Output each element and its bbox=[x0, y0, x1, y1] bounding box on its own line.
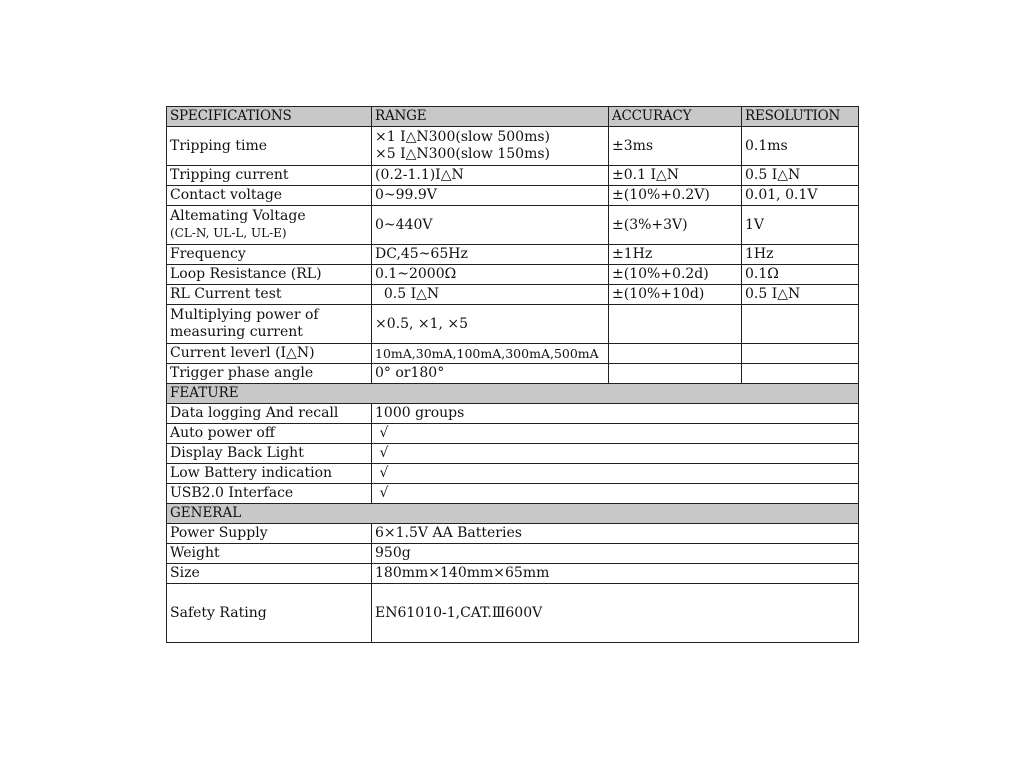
resolution-cell: 0.5 I△N bbox=[742, 166, 859, 186]
feature-label: Data logging And recall bbox=[167, 404, 372, 424]
accuracy-cell: ±(10%+0.2d) bbox=[609, 265, 742, 285]
table-row bbox=[167, 544, 859, 564]
range-cell: 10mA,30mA,100mA,300mA,500mA bbox=[372, 344, 609, 364]
range-cell: ×0.5, ×1, ×5 bbox=[372, 305, 609, 344]
feature-label: Low Battery indication bbox=[167, 464, 372, 484]
table-row bbox=[167, 265, 859, 285]
accuracy-cell bbox=[609, 305, 742, 344]
header-specifications: SPECIFICATIONS bbox=[167, 107, 372, 127]
section-title-feature: FEATURE bbox=[167, 384, 859, 404]
resolution-cell: 1Hz bbox=[742, 245, 859, 265]
table-row bbox=[167, 404, 859, 424]
general-value: 180mm×140mm×65mm bbox=[372, 564, 859, 584]
feature-label: Display Back Light bbox=[167, 444, 372, 464]
feature-value: √ bbox=[372, 444, 859, 464]
spec-cell: Trigger phase angle bbox=[167, 364, 372, 384]
section-row-feature bbox=[167, 384, 859, 404]
table-row bbox=[167, 127, 859, 166]
feature-label: USB2.0 Interface bbox=[167, 484, 372, 504]
accuracy-cell: ±1Hz bbox=[609, 245, 742, 265]
accuracy-cell: ±(10%+10d) bbox=[609, 285, 742, 305]
range-cell: 0.5 I△N bbox=[372, 285, 609, 305]
table-row bbox=[167, 166, 859, 186]
spec-cell: Multiplying power of measuring current bbox=[167, 305, 372, 344]
spec-cell: Tripping time bbox=[167, 127, 372, 166]
spec-cell: Altemating Voltage (CL-N, UL-L, UL-E) bbox=[167, 206, 372, 245]
table-row bbox=[167, 464, 859, 484]
range-cell: 0.1~2000Ω bbox=[372, 265, 609, 285]
resolution-cell: 0.1ms bbox=[742, 127, 859, 166]
table-row bbox=[167, 285, 859, 305]
resolution-cell bbox=[742, 305, 859, 344]
header-resolution: RESOLUTION bbox=[742, 107, 859, 127]
spec-cell: Frequency bbox=[167, 245, 372, 265]
section-row-general bbox=[167, 504, 859, 524]
spec-cell: RL Current test bbox=[167, 285, 372, 305]
spec-cell: Tripping current bbox=[167, 166, 372, 186]
resolution-cell: 0.1Ω bbox=[742, 265, 859, 285]
table-row bbox=[167, 245, 859, 265]
table-row bbox=[167, 524, 859, 544]
table-row bbox=[167, 564, 859, 584]
spec-cell: Current leverl (I△N) bbox=[167, 344, 372, 364]
table-row bbox=[167, 364, 859, 384]
table-row bbox=[167, 305, 859, 344]
accuracy-cell: ±0.1 I△N bbox=[609, 166, 742, 186]
accuracy-cell: ±(10%+0.2V) bbox=[609, 186, 742, 206]
general-value: 950g bbox=[372, 544, 859, 564]
range-cell: ×1 I△N300(slow 500ms) ×5 I△N300(slow 150ms) bbox=[372, 127, 609, 166]
table-row bbox=[167, 186, 859, 206]
header-accuracy: ACCURACY bbox=[609, 107, 742, 127]
section-title-general: GENERAL bbox=[167, 504, 859, 524]
spec-cell: Loop Resistance (RL) bbox=[167, 265, 372, 285]
general-label: Safety Rating bbox=[167, 584, 372, 643]
resolution-cell: 1V bbox=[742, 206, 859, 245]
feature-label: Auto power off bbox=[167, 424, 372, 444]
general-value: 6×1.5V AA Batteries bbox=[372, 524, 859, 544]
accuracy-cell: ±(3%+3V) bbox=[609, 206, 742, 245]
feature-value: 1000 groups bbox=[372, 404, 859, 424]
feature-value: √ bbox=[372, 424, 859, 444]
general-label: Power Supply bbox=[167, 524, 372, 544]
header-range: RANGE bbox=[372, 107, 609, 127]
resolution-cell: 0.5 I△N bbox=[742, 285, 859, 305]
feature-value: √ bbox=[372, 464, 859, 484]
table-row bbox=[167, 344, 859, 364]
accuracy-cell bbox=[609, 344, 742, 364]
table-row bbox=[167, 206, 859, 245]
general-label: Size bbox=[167, 564, 372, 584]
table-row bbox=[167, 584, 859, 643]
resolution-cell bbox=[742, 344, 859, 364]
range-cell: (0.2-1.1)I△N bbox=[372, 166, 609, 186]
general-label: Weight bbox=[167, 544, 372, 564]
resolution-cell bbox=[742, 364, 859, 384]
spec-cell: Contact voltage bbox=[167, 186, 372, 206]
table-row bbox=[167, 444, 859, 464]
table-row bbox=[167, 424, 859, 444]
range-cell: DC,45~65Hz bbox=[372, 245, 609, 265]
accuracy-cell: ±3ms bbox=[609, 127, 742, 166]
range-cell: 0~440V bbox=[372, 206, 609, 245]
table-row bbox=[167, 484, 859, 504]
general-value: EN61010-1,CAT.Ⅲ600V bbox=[372, 584, 859, 643]
range-cell: 0~99.9V bbox=[372, 186, 609, 206]
feature-value: √ bbox=[372, 484, 859, 504]
header-row bbox=[167, 107, 859, 127]
resolution-cell: 0.01, 0.1V bbox=[742, 186, 859, 206]
accuracy-cell bbox=[609, 364, 742, 384]
range-cell: 0° or180° bbox=[372, 364, 609, 384]
specifications-table bbox=[166, 106, 859, 643]
